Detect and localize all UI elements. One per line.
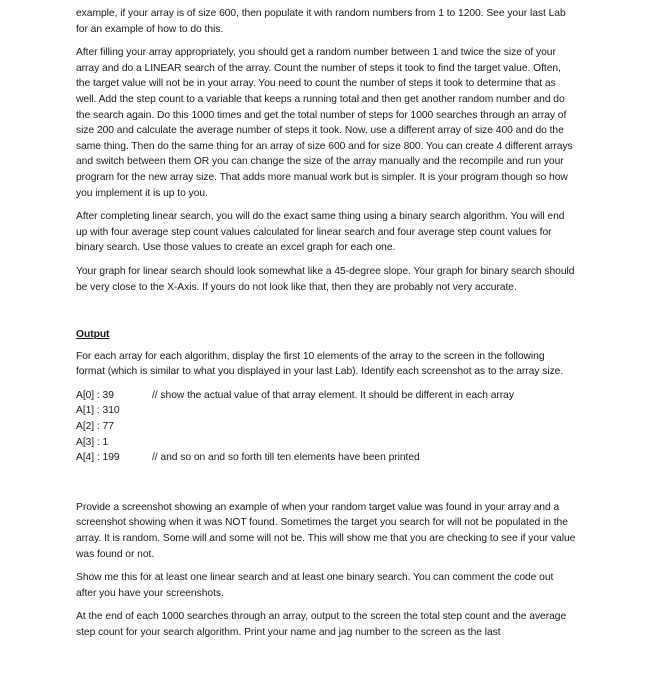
document-page xyxy=(76,6,576,649)
output-heading: Output xyxy=(76,329,110,341)
paragraph-binary-search: After completing linear search, you will do the exact same thing using a binary search algorithm. You will end up with four average step count values calculated for linear search and four average step count values for binary search. Use those values to create an excel graph for each one. xyxy=(76,211,565,254)
array-example-row xyxy=(76,450,576,466)
array-element-label: A[2] : 77 xyxy=(76,421,114,433)
paragraph-step-count-output: At the end of each 1000 searches through an array, output to the screen the total step count and the average step count for your search algorithm. Print your name and jag number to the screen as the last xyxy=(76,611,567,638)
array-element-label: A[1] : 310 xyxy=(76,405,120,417)
paragraph-linear-search: After filling your array appropriately, you should get a random number between 1 and twice the size of your array and do a LINEAR search of the array. Count the number of steps it took to find the target value. Often, the target value will not be in your array. You need to count the number of steps it took to determine that as well. Add the step count to a variable that keeps a running total and then get another random number and do the search again. Do this 1000 times and get the total number of steps for 1000 searches through an array of size 200 and calculate the average number of steps it took. Now, use a different array of size 400 and do the same thing. Then do the same thing for an array of size 600 and for size 800. You can create 4 different arrays and switch between them OR you can change the size of the array manually and the recompile and run your program for the new array size. That adds more manual work but is simpler. It is your program though so how you implement it is up to you. xyxy=(76,47,573,199)
array-element-comment: // and so on and so forth till ten elements have been printed xyxy=(152,452,420,464)
array-example-block xyxy=(76,388,576,466)
array-element-label: A[3] : 1 xyxy=(76,436,109,448)
array-example-row xyxy=(76,435,576,451)
paragraph-screenshot-found: Provide a screenshot showing an example of when your random target value was found in your array and a screenshot showing when it was NOT found. Sometimes the target you search for will not be populated in the array. It is random. Some will and some will not be. This will show me that you are checking to see if your value was found or not. xyxy=(76,501,576,560)
array-element-label: A[4] : 199 xyxy=(76,452,120,464)
paragraph-output-intro: For each array for each algorithm, display the first 10 elements of the array to the screen in the following format (which is similar to what you displayed in your last Lab). Identify each screenshot as to the array size. xyxy=(76,350,564,378)
array-example-row xyxy=(76,403,576,419)
array-example-row xyxy=(76,388,576,404)
paragraph-show-both-searches: Show me this for at least one linear search and at least one binary search. You can comment the code out after you have your screenshots. xyxy=(76,572,554,599)
array-example-row xyxy=(76,419,576,435)
paragraph-graph-expectations: Your graph for linear search should look somewhat like a 45-degree slope. Your graph for binary search should be very close to the X-Axis. If yours do not look like that, then they are probably not very accurate. xyxy=(76,265,575,293)
array-element-comment: // show the actual value of that array element. It should be different in each array xyxy=(152,389,514,401)
paragraph-array-populate: example, if your array is of size 600, then populate it with random numbers from 1 to 1200. See your last Lab for an example of how to do this. xyxy=(76,8,566,35)
array-element-label: A[0] : 39 xyxy=(76,389,114,401)
